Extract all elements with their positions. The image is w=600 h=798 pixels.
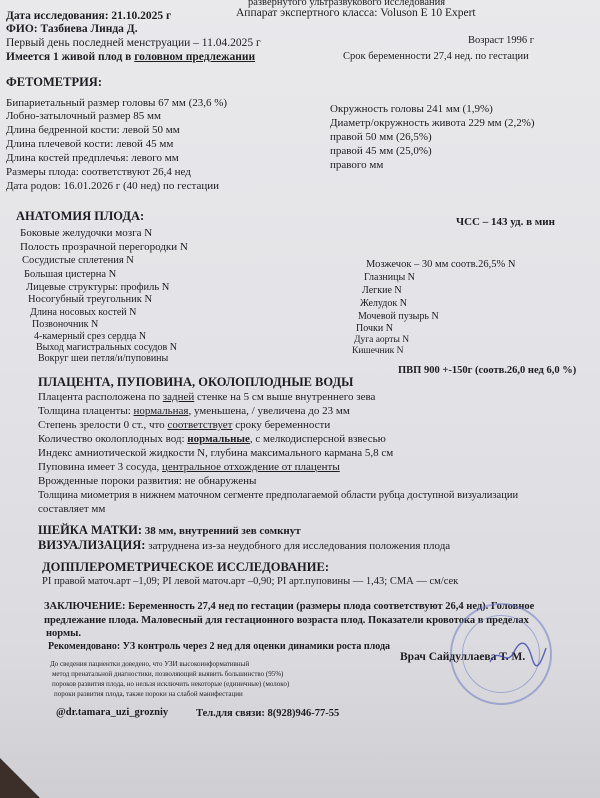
placenta-title: ПЛАЦЕНТА, ПУПОВИНА, ОКОЛОПЛОДНЫЕ ВОДЫ [38, 375, 354, 389]
placenta-maturity [38, 419, 330, 432]
exam-date: Дата исследования: 21.10.2025 г [6, 10, 172, 22]
anatomy-item: Мочевой пузырь N [358, 311, 439, 322]
anatomy-item: Желудок N [360, 298, 407, 309]
estimated-weight: ПВП 900 +-150г (соотв.26,0 нед 6,0 %) [398, 365, 577, 376]
placenta-maturity-value: соответствует [167, 419, 233, 431]
recommendation: Рекомендовано: УЗ контроль через 2 нед для оценки динамики роста плода [48, 641, 391, 652]
conclusion-line-1 [44, 600, 534, 613]
fetometry-humerus-right: правой 45 мм (25,0%) [330, 145, 432, 157]
myometrium-line-1: Толщина миометрия в нижнем маточном сегменте предполагаемой области рубца доступной визуализации [38, 490, 519, 501]
fetometry-size: Размеры плода: соответствуют 26,4 нед [6, 166, 191, 178]
placenta-thickness-suffix: , уменьшена, / увеличена до 23 мм [188, 405, 350, 417]
heart-rate: ЧСС – 143 уд. в мин [456, 216, 555, 228]
placenta-maturity-prefix: Степень зрелости 0 ст., что [38, 419, 165, 431]
placenta-thickness-prefix: Толщина плаценты: [38, 405, 131, 417]
header-top-partial: развернутого ультразвукового исследования [248, 0, 446, 8]
amniotic-fluid [38, 433, 386, 446]
fetus-presentation: головном предлежании [134, 51, 256, 63]
anatomy-item: 4-камерный срез сердца N [34, 331, 147, 342]
anatomy-item: Почки N [356, 323, 393, 334]
last-menstruation: Первый день последней менструации – 11.04.2025 г [6, 37, 261, 49]
fetometry-title: ФЕТОМЕТРИЯ: [6, 75, 102, 89]
anatomy-item: Глазницы N [364, 272, 415, 283]
disclaimer-line: пороки развития плода, также пороки на слабой манифестации [54, 690, 243, 698]
anatomy-item: Дуга аорты N [354, 335, 410, 345]
anatomy-item: Большая цистерна N [24, 269, 117, 280]
fetometry-ac: Диаметр/окружность живота 229 мм (2,2%) [330, 117, 535, 129]
visualization-label: ВИЗУАЛИЗАЦИЯ: [38, 538, 146, 552]
fetometry-hc: Окружность головы 241 мм (1,9%) [330, 103, 493, 115]
disclaimer-line: пороков развития плода, но нельзя исключить некоторые (единичные) (молоко) [52, 680, 290, 688]
placenta-thickness [38, 405, 350, 418]
anatomy-title: АНАТОМИЯ ПЛОДА: [16, 209, 145, 223]
doppler-title: ДОППЛЕРОМЕТРИЧЕСКОЕ ИССЛЕДОВАНИЕ: [42, 560, 329, 574]
anatomy-item: Длина носовых костей N [30, 307, 137, 318]
fetometry-due-date: Дата родов: 16.01.2026 г (40 нед) по гестации [6, 180, 220, 192]
footer-social: @dr.tamara_uzi_grozniy [56, 707, 169, 718]
congenital-defects: Врожденные пороки развития: не обнаружены [38, 475, 257, 487]
fetus-prefix: Имеется 1 живой плод в [6, 51, 132, 63]
conclusion-line-3: нормы. [46, 628, 81, 639]
anatomy-item: Мозжечок – 30 мм соотв.26,5% N [366, 259, 516, 270]
myometrium-line-2: составляет мм [38, 503, 106, 515]
conclusion-text-1: Беременность 27,4 нед по гестации (размеры плода соответствуют 26,4 нед). Головное [128, 601, 535, 612]
footer-phone: Тел.для связи: 8(928)946-77-55 [196, 708, 340, 719]
umbilical-cord-value: центральное отхождение от плаценты [162, 461, 340, 473]
device-name: Аппарат экспертного класса: Voluson E 10 Expert [236, 7, 476, 19]
gestational-age: Срок беременности 27,4 нед. по гестации [343, 51, 529, 62]
anatomy-item: Полость прозрачной перегородки N [20, 241, 188, 253]
anatomy-item: Боковые желудочки мозга N [20, 227, 153, 239]
disclaimer-line: метод пренатальной диагностики, позволяющий выявить большинство (95%) [52, 670, 284, 678]
anatomy-item: Вокруг шеи петля/и/пуповины [38, 353, 169, 364]
background-corner [0, 758, 40, 798]
visualization-value: затруднена из-за неудобного для исследования положения плода [148, 540, 451, 552]
placenta-maturity-suffix: сроку беременности [235, 419, 331, 431]
amniotic-fluid-suffix: , с мелкодисперсной взвесью [249, 433, 386, 445]
umbilical-cord [38, 461, 340, 474]
patient-name: ФИО: Тазбиева Линда Д. [6, 23, 138, 35]
patient-age: Возраст 1996 г [468, 35, 535, 46]
placenta-location-suffix: стенке на 5 см выше внутреннего зева [197, 391, 376, 403]
amniotic-fluid-value: нормальные [187, 433, 250, 445]
placenta-location-prefix: Плацента расположена по [38, 391, 161, 403]
anatomy-item: Выход магистральных сосудов N [36, 342, 177, 353]
fetometry-bpd: Бипариетальный размер головы 67 мм (23,6 %) [6, 97, 228, 109]
fetometry-humerus: Длина плечевой кости: левой 45 мм [6, 138, 174, 150]
fetometry-femur-right: правой 50 мм (26,5%) [330, 131, 432, 143]
anatomy-item: Кишечник N [352, 346, 404, 356]
cervix-label: ШЕЙКА МАТКИ: [38, 523, 143, 537]
anatomy-item: Позвоночник N [32, 319, 99, 330]
placenta-wall: задней [162, 391, 195, 403]
afi: Индекс амниотической жидкости N, глубина максимального кармана 5,8 см [38, 447, 394, 459]
placenta-location [38, 391, 375, 404]
handwritten-signature [488, 640, 548, 670]
umbilical-cord-prefix: Пуповина имеет 3 сосуда, [38, 461, 160, 473]
anatomy-item: Легкие N [362, 285, 402, 296]
cervix [38, 524, 301, 538]
visualization [38, 539, 450, 553]
fetometry-femur: Длина бедренной кости: левой 50 мм [6, 124, 180, 136]
conclusion-label: ЗАКЛЮЧЕНИЕ: [44, 601, 126, 612]
fetus-line [6, 51, 255, 64]
disclaimer-line: До сведения пациентки доведено, что УЗИ высокоинформативный [50, 660, 250, 668]
fetometry-forearm: Длина костей предплечья: левого мм [6, 152, 179, 164]
fetometry-forearm-right: правого мм [330, 159, 384, 171]
fetometry-ofd: Лобно-затылочный размер 85 мм [6, 110, 161, 122]
anatomy-item: Лицевые структуры: профиль N [26, 282, 170, 293]
anatomy-item: Сосудистые сплетения N [22, 255, 134, 266]
placenta-thickness-value: нормальная [133, 405, 189, 417]
amniotic-fluid-prefix: Количество околоплодных вод: [38, 433, 185, 445]
conclusion-line-2: предлежание плода. Маловесный для гестационного возраста плод. Показатели кровотока в пределах [44, 615, 529, 626]
cervix-value: 38 мм, внутренний зев сомкнут [144, 525, 301, 537]
doctor-signature-line: Врач Сайдуллаева Т. М. [400, 651, 526, 663]
doppler-values: PI правой маточ.арт –1,09; PI левой маточ.арт –0,90; PI арт.пуповины — 1,43; СМА — см/сек [42, 576, 459, 587]
anatomy-item: Носогубный треугольник N [28, 294, 153, 305]
